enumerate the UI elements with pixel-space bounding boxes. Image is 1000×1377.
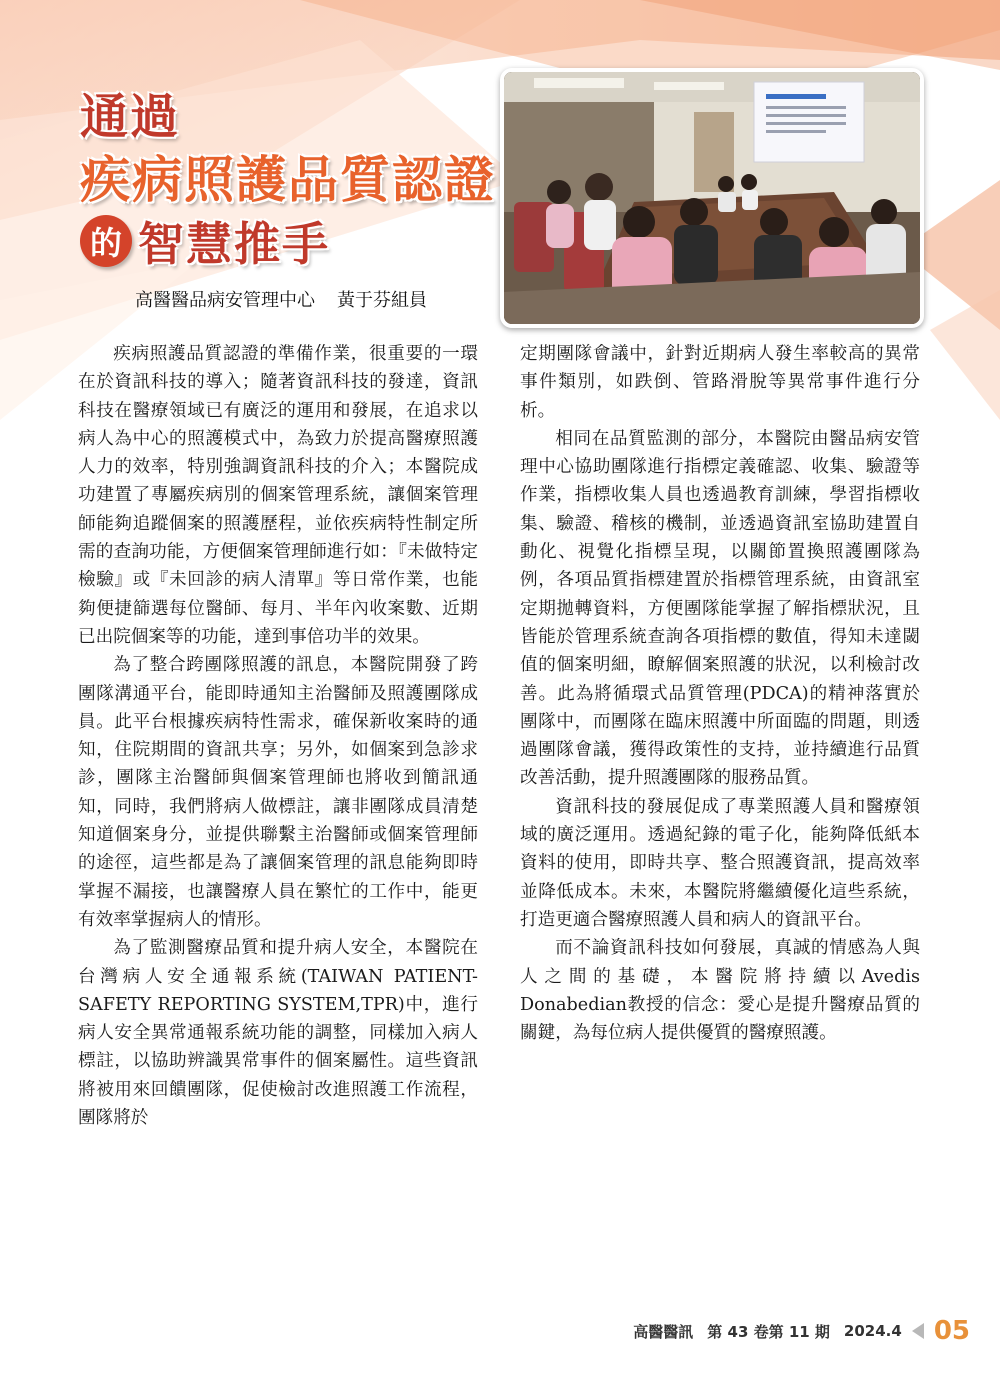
meeting-photo: [500, 68, 924, 328]
article-column-left: [78, 340, 478, 1132]
paragraph: 疾病照護品質認證的準備作業，很重要的一環在於資訊科技的導入；隨著資訊科技的發達，資訊科技在醫療領域已有廣泛的運用和發展，在追求以病人為中心的照護模式中，為致力於提高醫療照護人力的效率，特別強調資訊科技的介入；本醫院成功建置了專屬疾病別的個案管理系統，讓個案管理師能夠追蹤個案的照護歷程，並依疾病特性制定所需的查詢功能，方便個案管理師進行如：『未做特定檢驗』或『未回診的病人清單』等日常作業，也能夠便捷篩選每位醫師、每月、半年內收案數、近期已出院個案等的功能，達到事倍功半的效果。: [78, 344, 478, 647]
paragraph: 相同在品質監測的部分，本醫院由醫品病安管理中心協助團隊進行指標定義確認、收集、驗證等作業，指標收集人員也透過教育訓練，學習指標收集、驗證、稽核的機制，並透過資訊室協助建置自動化、視覺化指標呈現，以關節置換照護團隊為例，各項品質指標建置於指標管理系統，由資訊室定期拋轉資料，方便團隊能掌握了解指標狀況，且皆能於管理系統查詢各項指標的數值，得知未達閾值的個案明細，瞭解個案照護的狀況，以利檢討改善。此為將循環式品質管理(PDCA)的精神落實於團隊中，而團隊在臨床照護中所面臨的問題，則透過團隊會議，獲得政策性的支持，並持續進行品質改善活動，提升照護團隊的服務品質。: [520, 428, 920, 789]
paragraph: 而不論資訊科技如何發展，真誠的情感為人與人之間的基礎，本醫院將持續以Avedis Donabedian教授的信念：愛心是提升醫療品質的關鍵，為每位病人提供優質的醫療照護。: [520, 938, 920, 1044]
author-name: 黃于芬組員: [337, 290, 427, 311]
triangle-left-icon: [912, 1323, 924, 1339]
paragraph: 資訊科技的發展促成了專業照護人員和醫療領域的廣泛運用。透過紀錄的電子化，能夠降低紙本資料的使用，即時共享、整合照護資訊，提高效率並降低成本。未來，本醫院將繼續優化這些系統，打造更適合醫療照護人員和病人的資訊平台。: [520, 796, 920, 930]
page-footer: [633, 1316, 970, 1346]
issue-label: 第 43 卷第 11 期: [707, 1322, 830, 1341]
page-number: 05: [933, 1316, 970, 1346]
paragraph-continued: 定期團隊會議中，針對近期病人發生率較高的異常事件類別，如跌倒、管路滑脫等異常事件進行分析。: [520, 344, 920, 421]
title-line-1: 通過: [80, 89, 181, 145]
author-byline: [135, 286, 427, 312]
journal-name: 高醫醫訊: [633, 1322, 694, 1341]
title-line-2: 疾病照護品質認證: [80, 151, 496, 209]
paragraph: 為了監測醫療品質和提升病人安全，本醫院在台灣病人安全通報系統(TAIWAN PATIENT-SAFETY REPORTING SYSTEM,TPR)中，進行病人安全異常通報系統功能的調整，同樣加入病人標註，以協助辨識異常事件的個案屬性。這些資訊將被用來回饋團隊，促使檢討改進照護工作流程，團隊將於: [78, 938, 478, 1129]
author-unit: 高醫醫品病安管理中心: [135, 290, 315, 311]
issue-date: 2024.4: [843, 1322, 902, 1340]
title-particle-badge: 的: [80, 215, 132, 267]
title-line-3-text: 智慧推手: [138, 217, 330, 271]
article-column-right: [520, 340, 920, 1047]
paragraph: 為了整合跨團隊照護的訊息，本醫院開發了跨團隊溝通平台，能即時通知主治醫師及照護團隊成員。此平台根據疾病特性需求，確保新收案時的通知，住院期間的資訊共享；另外，如個案到急診求診，團隊主治醫師與個案管理師也將收到簡訊通知，同時，我們將病人做標註，讓非團隊成員清楚知道個案身分，並提供聯繫主治醫師或個案管理師的途徑，這些都是為了讓個案管理的訊息能夠即時掌握不漏接，也讓醫療人員在繁忙的工作中，能更有效率掌握病人的情形。: [78, 655, 478, 930]
meeting-photo-icon: [504, 72, 920, 324]
title-line-3: [80, 208, 330, 274]
